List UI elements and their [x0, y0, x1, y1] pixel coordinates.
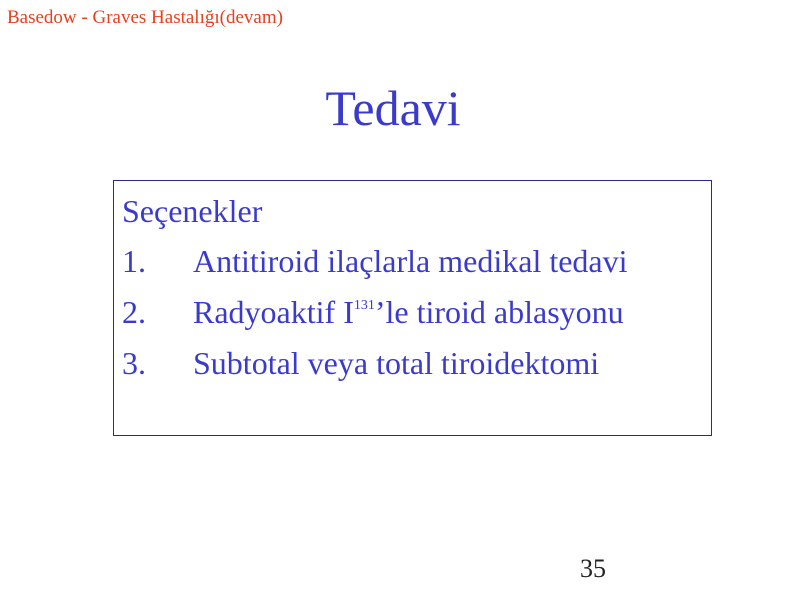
- isotope-superscript: 131: [353, 298, 375, 313]
- option-text: Antitiroid ilaçlarla medikal tedavi: [193, 243, 628, 279]
- option-item-1: [122, 241, 628, 281]
- option-item-2: [122, 292, 624, 332]
- page-number: 35: [580, 554, 606, 583]
- option-number: 1.: [122, 243, 146, 279]
- option-text-before: Radyoaktif I: [193, 294, 354, 330]
- option-number: 3.: [122, 345, 146, 381]
- options-heading: Seçenekler: [122, 193, 263, 229]
- option-text-after: ’le tiroid ablasyonu: [374, 294, 624, 330]
- option-item-3: [122, 343, 599, 383]
- content-box: [113, 180, 712, 436]
- slide-title: Tedavi: [325, 80, 461, 136]
- header-title: Basedow - Graves Hastalığı(devam): [7, 7, 283, 28]
- option-number: 2.: [122, 294, 146, 330]
- option-text: Subtotal veya total tiroidektomi: [193, 345, 600, 381]
